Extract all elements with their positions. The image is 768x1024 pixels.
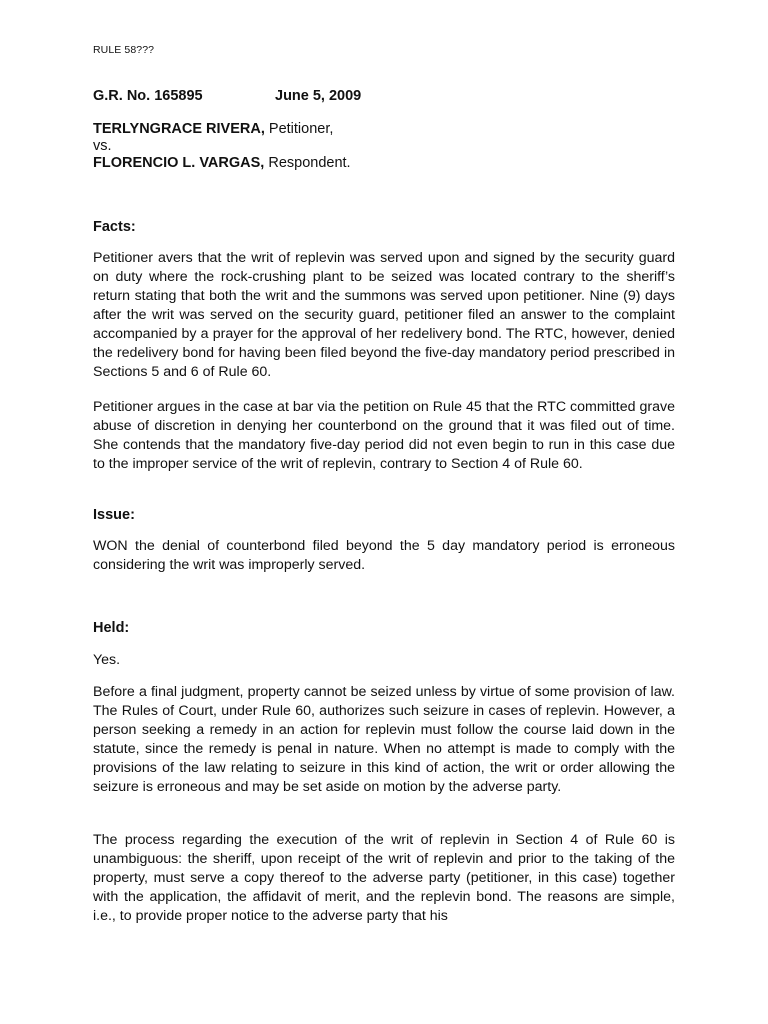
petitioner-line bbox=[93, 121, 333, 137]
facts-paragraph-1: Petitioner avers that the writ of replevin was served upon and signed by the security guard on duty where the rock-crushing plant to be seized was located contrary to the sheriff’s return stating that both the writ and the summons was served upon petitioner. Nine (9) days after the writ was served on the security guard, petitioner filed an answer to the complaint accompanied by a prayer for the approval of her redelivery bond. The RTC, however, denied the redelivery bond for having been filed beyond the five-day mandatory period prescribed in Sections 5 and 6 of Rule 60. bbox=[93, 250, 675, 380]
held-answer: Yes. bbox=[93, 652, 121, 668]
facts-paragraph-2: Petitioner argues in the case at bar via the petition on Rule 45 that the RTC committed grave abuse of discretion in denying her counterbond on the ground that it was filed out of time. She contends that the mandatory five-day period did not even begin to run in this case due to the improper service of the writ of replevin, contrary to Section 4 of Rule 60. bbox=[93, 399, 675, 472]
header-label: RULE 58??? bbox=[93, 44, 155, 56]
respondent-line bbox=[93, 155, 351, 171]
respondent-name: FLORENCIO L. VARGAS, bbox=[93, 155, 265, 171]
issue-paragraph: WON the denial of counterbond filed beyond the 5 day mandatory period is erroneous considering the writ was improperly served. bbox=[93, 538, 675, 573]
held-paragraph-2: The process regarding the execution of the writ of replevin in Section 4 of Rule 60 is unambiguous: the sheriff, upon receipt of the writ of replevin and prior to the taking of the property, must serve a copy thereof to the adverse party (petitioner, in this case) together with the application, the affidavit of merit, and the replevin bond. The reasons are simple, i.e., to provide proper notice to the adverse party that his bbox=[93, 832, 675, 924]
versus-line: vs. bbox=[93, 138, 112, 154]
case-date: June 5, 2009 bbox=[275, 88, 362, 104]
case-number: G.R. No. 165895 bbox=[93, 88, 203, 104]
held-paragraph-1: Before a final judgment, property cannot be seized unless by virtue of some provision of law. The Rules of Court, under Rule 60, authorizes such seizure in cases of replevin. However, a person seeking a remedy in an action for replevin must follow the course laid down in the statute, since the remedy is penal in nature. When no attempt is made to comply with the provisions of the law relating to seizure in this kind of action, the writ or order allowing the seizure is erroneous and may be set aside on motion by the adverse party. bbox=[93, 684, 675, 795]
facts-heading: Facts: bbox=[93, 219, 136, 235]
petitioner-role: Petitioner, bbox=[264, 121, 334, 137]
issue-heading: Issue: bbox=[93, 507, 135, 523]
petitioner-name: TERLYNGRACE RIVERA, bbox=[93, 121, 265, 137]
case-number-line bbox=[93, 88, 362, 104]
held-heading: Held: bbox=[93, 620, 130, 636]
respondent-role: Respondent. bbox=[264, 155, 351, 171]
